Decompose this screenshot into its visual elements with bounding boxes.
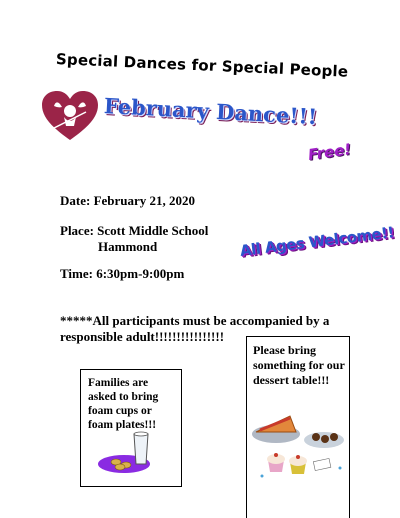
event-name: February Dance!!! bbox=[103, 93, 318, 130]
cup-and-cookies-icon bbox=[96, 424, 162, 476]
families-box-text: Families are asked to bring foam cups or foam plates!!! bbox=[88, 377, 159, 431]
event-city: Hammond bbox=[98, 239, 158, 254]
adult-notice: *****All participants must be accompanied by a responsible adult!!!!!!!!!!!!!!!! bbox=[60, 313, 330, 344]
desserts-icon bbox=[250, 410, 346, 486]
event-time: Time: 6:30pm-9:00pm bbox=[60, 266, 185, 281]
free-badge: Free! bbox=[306, 140, 353, 164]
heart-cupid-icon bbox=[40, 90, 100, 142]
flyer-title: Special Dances for Special People bbox=[55, 50, 349, 81]
event-place: Place: Scott Middle School bbox=[60, 223, 209, 238]
dessert-box-text: Please bring something for our dessert table!!! bbox=[253, 343, 345, 387]
event-date: Date: February 21, 2020 bbox=[60, 193, 196, 208]
all-ages-badge: All Ages Welcome!! bbox=[238, 223, 395, 260]
